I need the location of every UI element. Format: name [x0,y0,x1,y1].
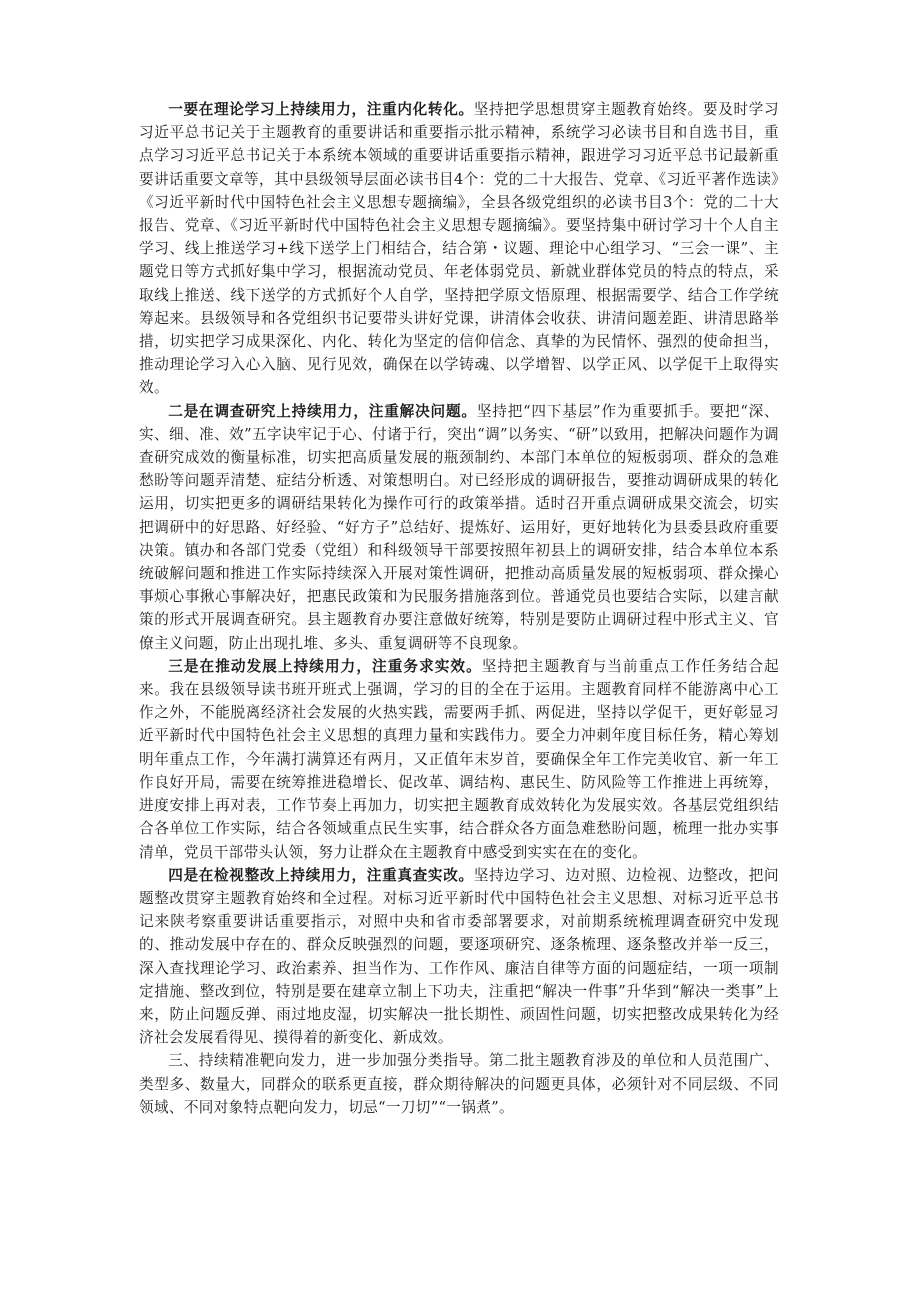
paragraph-body: 坚持把学思想贯穿主题教育始终。要及时学习习近平总书记关于主题教育的重要讲话和重要指示批示精神，系统学习必读书目和自选书目，重点学习习近平总书记关于本系统本领域的重要讲话重要指示精神，跟进学习习近平总书记最新重要讲话重要文章等，其中县级领导层面必读书目4个：党的二十大报告、党章、《习近平著作选读》《习近平新时代中国特色社会主义思想专题摘编》，全县各级党组织的必读书目3个：党的二十大报告、党章、《习近平新时代中国特色社会主义思想专题摘编》。要坚持集中研讨学习十个人自主学习、线上推送学习+线下送学上门相结合，结合第・议题、理论中心组学习、“三会一课”、主题党日等方式抓好集中学习，根据流动党员、年老体弱党员、新就业群体党员的特点的特点，采取线上推送、线下送学的方式抓好个人自学，坚持把学原文悟原理、根据需要学、结合工作学统筹起来。县级领导和各党组织书记要带头讲好党课，讲清体会收获、讲清问题差距、讲清思路举措，切实把学习成果深化、内化、转化为坚定的信仰信念、真挚的为民情怀、强烈的使命担当，推动理论学习入心入脑、见行见效，确保在以学铸魂、以学增智、以学正风、以学促干上取得实效。 [139,101,779,397]
paragraph-lead: 四是在检视整改上持续用力，注重真查实改。 [168,866,474,884]
document-page [139,98,779,1119]
paragraph-body: 坚持把“四下基层”作为重要抓手。要把“深、实、细、准、效”五字诀牢记于心、付诸于行，突出“调”以务实、“研”以致用，把解决问题作为调查研究成效的衡量标准，切实把高质量发展的瓶颈制约、本部门本单位的短板弱项、群众的急难愁盼等问题弄清楚、症结分析透、对策想明白。对已经形成的调研报告，要推动调研成果的转化运用，切实把更多的调研结果转化为操作可行的政策举措。适时召开重点调研成果交流会，切实把调研中的好思路、好经验、“好方子”总结好、提炼好、运用好，更好地转化为县委县政府重要决策。镇办和各部门党委（党组）和科级领导干部要按照年初县上的调研安排，结合本单位本系统破解问题和推进工作实际持续深入开展对策性调研，把推动高质量发展的短板弱项、群众操心事烦心事揪心事解决好，把惠民政策和为民服务措施落到位。普通党员也要结合实际，以建言献策的形式开展调查研究。县主题教育办要注意做好统筹，特别是要防止调研过程中形式主义、官僚主义问题，防止出现扎堆、多头、重复调研等不良现象。 [139,402,779,652]
paragraph-lead: 一要在理论学习上持续用力，注重内化转化。 [168,101,474,118]
paragraph-body: 坚持把主题教育与当前重点工作任务结合起来。我在县级领导读书班开班式上强调，学习的目的全在于运用。主题教育同样不能游离中心工作之外，不能脱离经济社会发展的火热实践，需要两手抓、两促进，坚持以学促干，更好彰显习近平新时代中国特色社会主义思想的真理力量和实践伟力。要全力冲刺年度目标任务，精心筹划明年重点工作，今年满打满算还有两月，又正值年末岁首，要确保全年工作完美收官、新一年工作良好开局，需要在统筹推进稳增长、促改革、调结构、惠民生、防风险等工作推进上再统筹，进度安排上再对表，工作节奏上再加力，切实把主题教育成效转化为发展实效。各基层党组织结合各单位工作实际，结合各领域重点民生实事，结合群众各方面急难愁盼问题，梳理一批办实事清单，党员干部带头认领，努力让群众在主题教育中感受到实实在在的变化。 [139,657,779,861]
paragraph-investigation-research [139,400,779,655]
paragraph-promote-development [139,655,779,864]
paragraph-body: 坚持边学习、边对照、边检视、边整改，把问题整改贯穿主题教育始终和全过程。对标习近平新时代中国特色社会主义思想、对标习近平总书记来陕考察重要讲话重要指示，对照中央和省市委部署要求，对前期系统梳理调查研究中发现的、推动发展中存在的、群众反映强烈的问题，要逐项研究、逐条梳理、逐条整改并举一反三，深入查找理论学习、政治素养、担当作为、工作作风、廉洁自律等方面的问题症结，一项一项制定措施、整改到位，特别是要在建章立制上下功夫，注重把“解决一件事”升华到“解决一类事”上来，防止问题反弹、雨过地皮湿，切实解决一批长期性、顽固性问题，切实把整改成果转化为经济社会发展看得见、摸得着的新变化、新成效。 [139,866,779,1047]
paragraph-theory-study [139,98,779,400]
paragraph-lead: 二是在调查研究上持续用力，注重解决问题。 [168,402,477,420]
paragraph-body: 三、持续精准靶向发力，进一步加强分类指导。第二批主题教育涉及的单位和人员范围广、类型多、数量大，同群众的联系更直接，群众期待解决的问题更具体，必须针对不同层级、不同领域、不同对象特点靶向发力，切忌“一刀切”“一锅煮”。 [139,1052,779,1116]
paragraph-lead: 三是在推动发展上持续用力，注重务求实效。 [168,657,482,675]
paragraph-inspection-rectification [139,864,779,1050]
paragraph-classified-guidance [139,1049,779,1119]
